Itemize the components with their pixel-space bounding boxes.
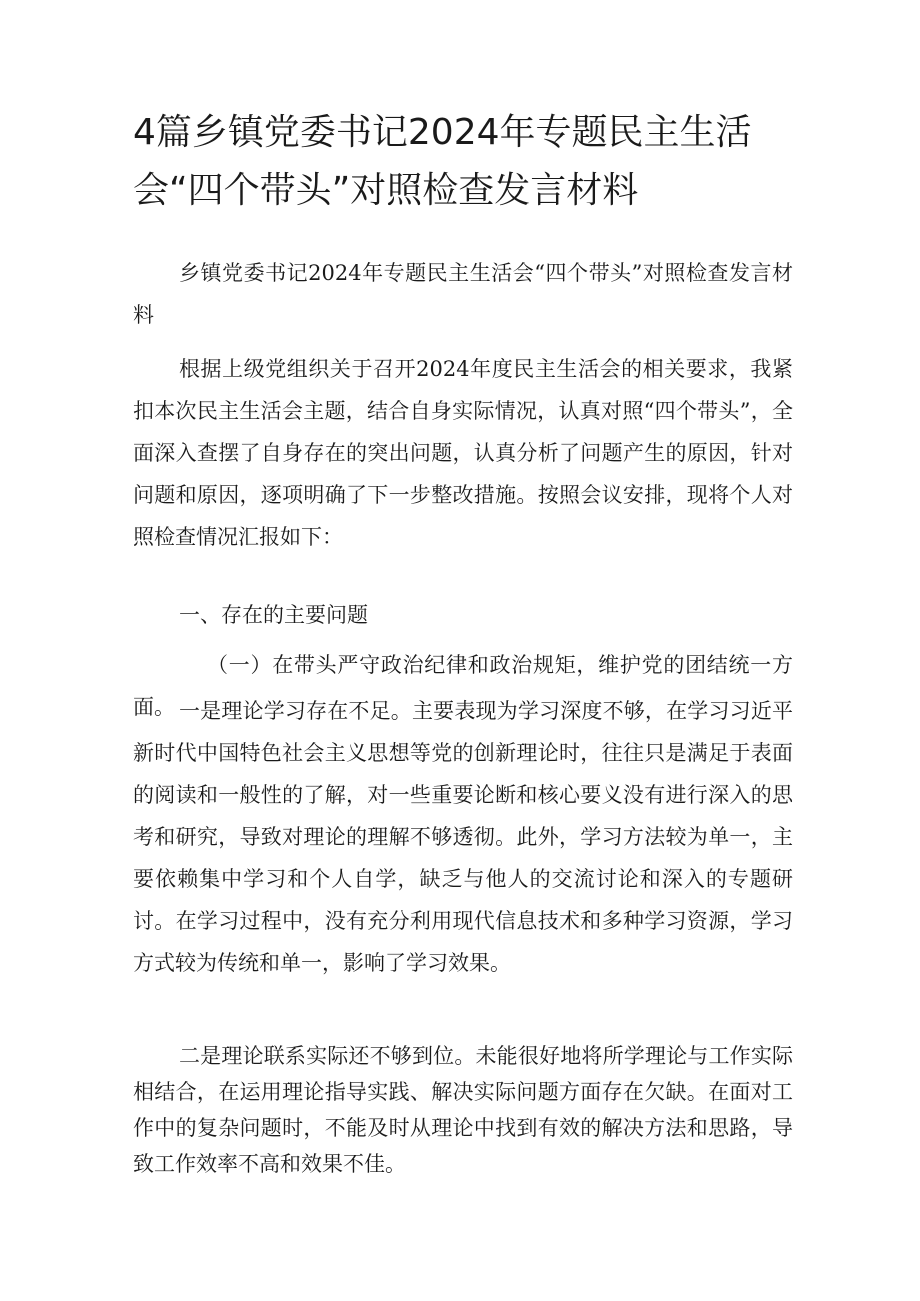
- body-paragraph: 一是理论学习存在不足。主要表现为学习深度不够，在学习习近平新时代中国特色社会主义思想等党的创新理论时，往往只是满足于表面的阅读和一般性的了解，对一些重要论断和核心要义没有进行深入的思考和研究，导致对理论的理解不够透彻。此外，学习方法较为单一，主要依赖集中学习和个人自学，缺乏与他人的交流讨论和深入的专题研讨。在学习过程中，没有充分利用现代信息技术和多种学习资源，学习方式较为传统和单一，影响了学习效果。: [133, 699, 793, 975]
- subsection-heading: （一）在带头严守政治纪律和政治规矩，维护党的团结统一方面。: [133, 653, 793, 719]
- intro-paragraph: 根据上级党组织关于召开2024年度民主生活会的相关要求，我紧扣本次民主生活会主题，结合自身实际情况，认真对照“四个带头”，全面深入查摆了自身存在的突出问题，认真分析了问题产生的原因，针对问题和原因，逐项明确了下一步整改措施。按照会议安排，现将个人对照检查情况汇报如下：: [133, 357, 793, 549]
- section-heading: 一、存在的主要问题: [179, 603, 368, 627]
- document-title: 4篇乡镇党委书记2024年专题民主生活会“四个带头”对照检查发言材料: [133, 112, 752, 211]
- document-subtitle: 乡镇党委书记2024年专题民主生活会“四个带头”对照检查发言材料: [133, 261, 793, 327]
- body-paragraph: 二是理论联系实际还不够到位。未能很好地将所学理论与工作实际相结合，在运用理论指导实践、解决实际问题方面存在欠缺。在面对工作中的复杂问题时，不能及时从理论中找到有效的解决方法和思路，导致工作效率不高和效果不佳。: [133, 1044, 793, 1176]
